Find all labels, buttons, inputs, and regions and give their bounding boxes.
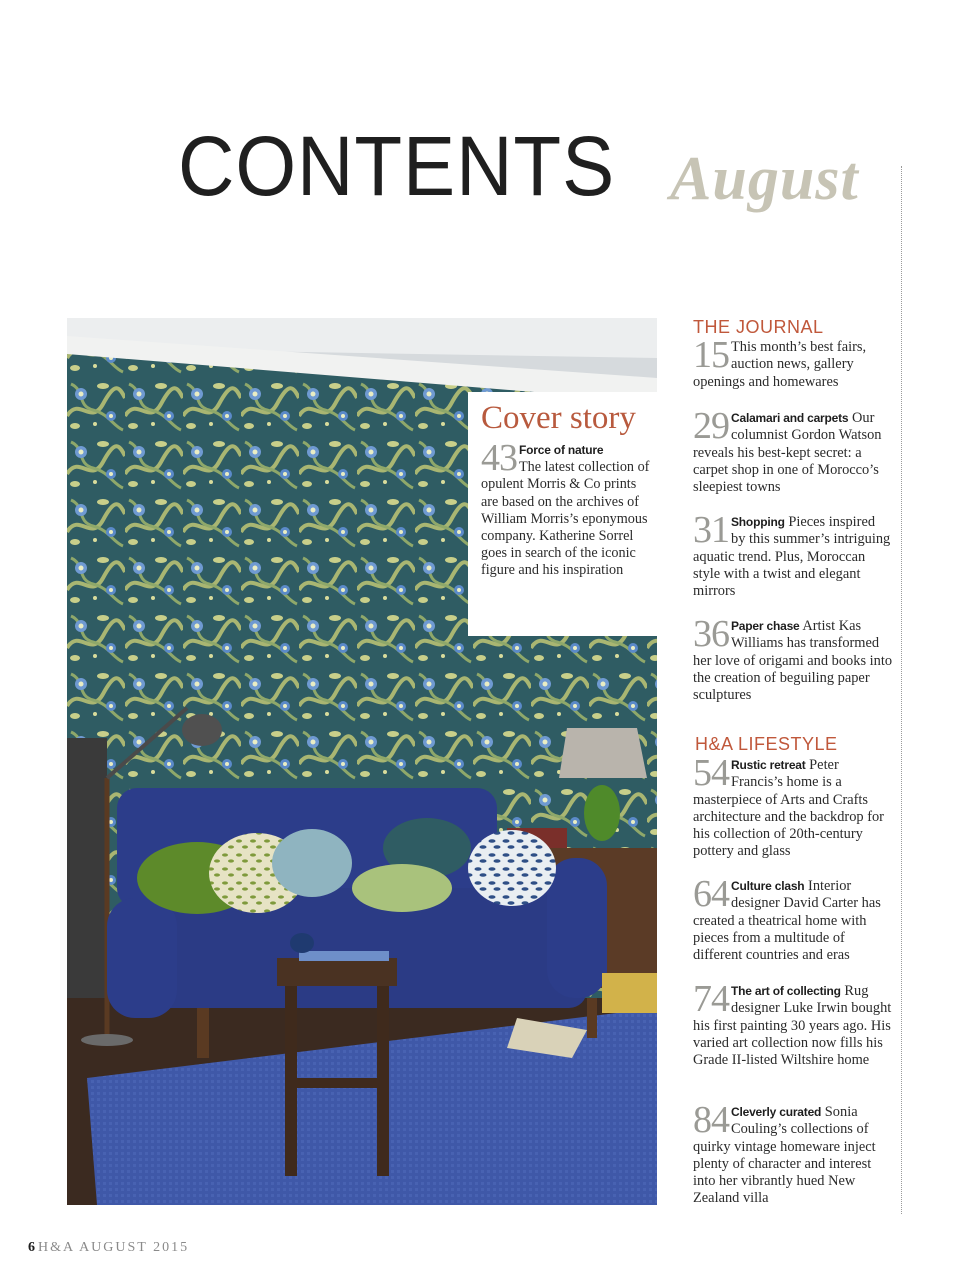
contents-entry-wrap <box>693 752 893 861</box>
entry-title: Force of nature <box>519 443 604 457</box>
dotted-divider <box>901 166 902 1214</box>
contents-entry[interactable] <box>693 334 893 391</box>
page-number: 31 <box>693 509 729 551</box>
contents-entry[interactable] <box>693 1099 893 1208</box>
entry-title: Cleverly curated <box>731 1105 822 1119</box>
entry-title: Calamari and carpets <box>731 411 849 425</box>
contents-entry-wrap <box>693 509 893 600</box>
entry-description: Interior designer David Carter has created a theatrical home with pieces from a multitude of different countries and eras <box>693 878 881 964</box>
contents-entry[interactable] <box>693 613 893 704</box>
page-number: 29 <box>693 405 729 447</box>
entry-description: Peter Francis’s home is a masterpiece of Arts and Crafts architecture and the backdrop for his collection of 20th-century pottery and glass <box>693 757 884 860</box>
entry-description: Rug designer Luke Irwin bought his first painting 30 years ago. His varied art collection now fills his Grade II-listed Wiltshire home <box>693 983 892 1069</box>
entry-title: Rustic retreat <box>731 758 806 772</box>
section-heading: H&A LIFESTYLE <box>695 734 838 754</box>
page-header <box>178 118 859 215</box>
page-footer <box>28 1240 189 1256</box>
contents-entry-wrap <box>693 978 893 1069</box>
entry-description: Pieces inspired by this summer’s intriguing aquatic trend. Plus, Moroccan style with a twist and elegant mirrors <box>693 514 891 600</box>
issue-month: August <box>670 145 859 213</box>
entry-description: This month’s best fairs, auction news, gallery openings and homewares <box>693 339 867 390</box>
contents-entry[interactable] <box>693 405 893 496</box>
page-number: 64 <box>693 873 729 915</box>
entry-title: The art of collecting <box>731 984 841 998</box>
journal-section <box>693 317 893 391</box>
contents-entry-wrap <box>693 873 893 964</box>
page-title: CONTENTS <box>178 119 616 213</box>
page-number: 15 <box>693 334 729 376</box>
page-number: 54 <box>693 752 729 794</box>
entry-description: Sonia Couling’s collections of quirky vintage homeware inject plenty of character and interest into her vibrantly hued New Zealand villa <box>693 1104 876 1207</box>
contents-entry-wrap <box>693 1099 893 1208</box>
contents-entry-wrap <box>693 405 893 496</box>
folio-text: H&A AUGUST 2015 <box>38 1240 190 1255</box>
entry-description: The latest collection of opulent Morris & Co prints are based on the archives of William Morris’s eponymous company. Katherine Sorrel goes in search of the iconic figure and his inspiration <box>481 459 650 579</box>
page-number: 84 <box>693 1099 729 1141</box>
contents-entry[interactable] <box>693 873 893 964</box>
contents-entry[interactable] <box>693 509 893 600</box>
entry-description: Artist Kas Williams has transformed her love of origami and books into the creation of beguiling paper sculptures <box>693 618 893 704</box>
page-number: 43 <box>481 437 517 479</box>
entry-title: Shopping <box>731 515 785 529</box>
folio-page-number: 6 <box>28 1240 35 1255</box>
section-heading: THE JOURNAL <box>693 317 824 337</box>
cover-story-box <box>468 392 657 636</box>
contents-entry[interactable] <box>693 978 893 1069</box>
lifestyle-section <box>695 734 895 754</box>
entry-title: Culture clash <box>731 879 805 893</box>
entry-description: Our columnist Gordon Watson reveals his best-kept secret: a carpet shop in one of Morocco’s sleepiest towns <box>693 410 882 496</box>
contents-entry[interactable] <box>693 752 893 861</box>
entry-title: Paper chase <box>731 619 800 633</box>
page-number: 36 <box>693 613 729 655</box>
cover-story-entry[interactable] <box>481 437 657 580</box>
cover-story-heading: Cover story <box>481 400 636 436</box>
page-number: 74 <box>693 978 729 1020</box>
contents-entry-wrap <box>693 613 893 704</box>
